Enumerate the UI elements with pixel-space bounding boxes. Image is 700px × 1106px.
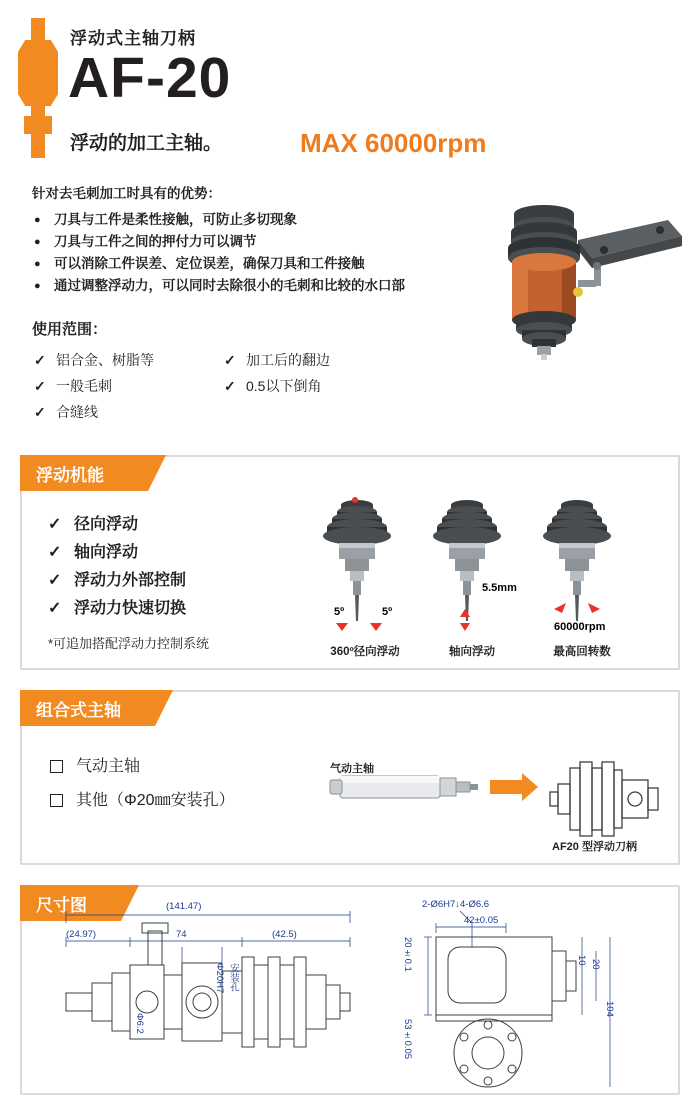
dim-label: 2-Ø6H7↓4-Ø6.6 (422, 899, 490, 910)
dim-label: (141.47) (166, 901, 202, 912)
page-title: 浮动式主轴刀柄 (70, 29, 196, 48)
page-subtitle: 浮动的加工主轴。 (70, 133, 223, 154)
dim-label: (42.5) (272, 929, 297, 940)
product-photo (482, 192, 692, 362)
svg-text:5.5mm: 5.5mm (482, 582, 517, 594)
svg-text:5º: 5º (334, 606, 345, 618)
usage-block (32, 318, 492, 425)
dim-label: 10 (576, 955, 587, 966)
float-note: *可追加搭配浮动力控制系统 (48, 636, 210, 651)
list-item: ✓ 浮动力快速切换 (48, 595, 186, 623)
float-feature-list (48, 511, 186, 623)
float-function-section (20, 455, 680, 670)
dim-label: 20±0.1 (402, 937, 413, 972)
list-item: ✓ 一般毛刺 (32, 373, 222, 399)
dim-label: 安装孔 (228, 963, 239, 992)
list-item: ✓ 浮动力外部控制 (48, 567, 186, 595)
checkbox-option[interactable]: 气动主轴 (48, 750, 235, 784)
page-header (0, 0, 700, 185)
model-name: AF-20 (68, 46, 232, 110)
float-figures (322, 497, 662, 667)
list-item: ● 刀具与工件之间的押付力可以调节 (32, 231, 502, 253)
max-rpm-label: MAX 60000rpm (300, 128, 487, 158)
dim-label: 74 (176, 929, 187, 940)
svg-text:5º: 5º (382, 606, 393, 618)
section-banner-dim: 尺寸图 (20, 885, 121, 921)
usage-column-2 (222, 347, 452, 425)
combined-spindle-section (20, 690, 680, 865)
list-item: ✓ 合缝线 (32, 399, 222, 425)
dim-label: 20 (590, 959, 601, 970)
list-item: ✓ 径向浮动 (48, 511, 186, 539)
dim-label: (24.97) (66, 929, 97, 940)
usage-column-1 (32, 347, 222, 425)
advantages-lead: 针对去毛刺加工时具有的优势： (32, 186, 221, 201)
figure-caption: 最高回转数 (553, 646, 611, 658)
list-item: ✓ 加工后的翻边 (222, 347, 452, 373)
dim-label: Φ20H7 (214, 963, 225, 994)
section-banner-float: 浮动机能 (20, 455, 148, 491)
dim-label: Φ6.2 (134, 1013, 145, 1034)
svg-text:60000rpm: 60000rpm (554, 621, 606, 633)
list-item: ✓ 轴向浮动 (48, 539, 186, 567)
usage-title: 使用范围： (32, 321, 108, 338)
spindle-logo-icon (14, 18, 62, 158)
list-item: ● 通过调整浮动力，可以同时去除很小的毛刺和比较的水口部 (32, 275, 502, 297)
combo-option-list (48, 750, 235, 818)
list-item: ● 可以消除工件误差、定位误差，确保刀具和工件接触 (32, 253, 502, 275)
list-item: ✓ 0.5以下倒角 (222, 373, 452, 399)
figure-label-af20-holder: AF20 型浮动刀柄 (552, 841, 637, 853)
list-item: ✓ 铝合金、树脂等 (32, 347, 222, 373)
figure-label-air-spindle: 气动主轴 (330, 763, 374, 775)
figure-caption: 360º径向浮动 (330, 646, 400, 658)
section-banner-combo: 组合式主轴 (20, 690, 155, 726)
dimension-drawing (36, 901, 666, 1091)
dim-label: 53±0.05 (402, 1019, 413, 1060)
figure-caption: 轴向浮动 (449, 646, 495, 658)
checkbox-option[interactable]: 其他（Φ20㎜安装孔） (48, 784, 235, 818)
dim-label: 104 (604, 1001, 615, 1017)
advantages-block (32, 182, 502, 297)
dimension-section (20, 885, 680, 1095)
combo-figure (322, 740, 672, 860)
advantages-list (32, 209, 502, 297)
list-item: ● 刀具与工件是柔性接触，可防止多切现象 (32, 209, 502, 231)
dim-label: 42±0.05 (464, 915, 499, 926)
